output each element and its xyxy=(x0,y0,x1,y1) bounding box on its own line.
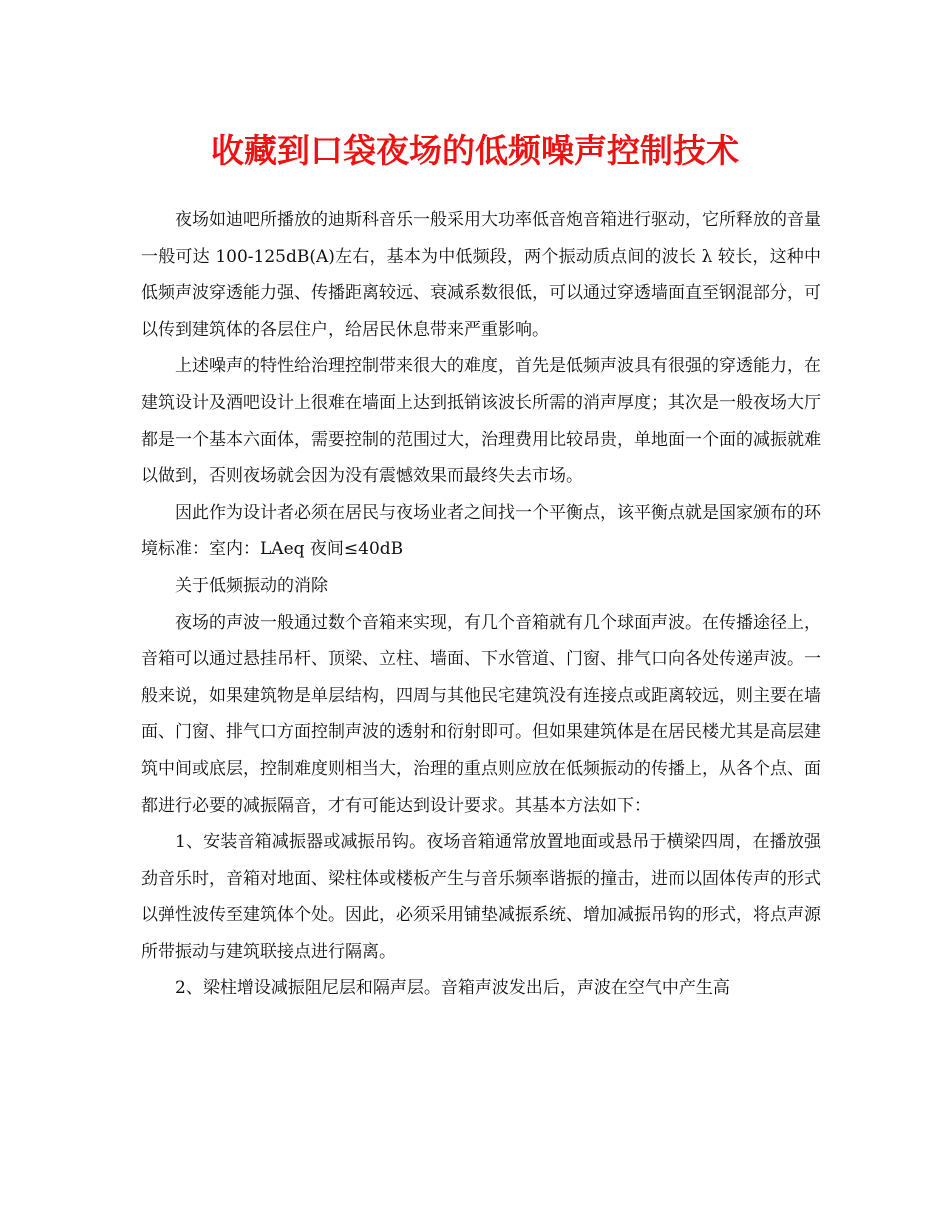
paragraph-method-1: 1、安装音箱减振器或减振吊钩。夜场音箱通常放置地面或悬吊于横梁四周，在播放强劲音乐时，音箱对地面、梁柱体或楼板产生与音乐频率谐振的撞击，进而以固体传声的形式以弹性波传至建筑体个处。因此，必须采用铺垫减振系统、增加减振吊钩的形式，将点声源所带振动与建筑联接点进行隔离。 xyxy=(141,832,821,962)
document-title: 收藏到口袋夜场的低频噪声控制技术 xyxy=(211,131,739,170)
paragraph-difficulty: 上述噪声的特性给治理控制带来很大的难度，首先是低频声波具有很强的穿透能力，在建筑设计及酒吧设计上很难在墙面上达到抵销该波长所需的消声厚度；其次是一般夜场大厅都是一个基本六面体，需要控制的范围过大，治理费用比较昂贵，单地面一个面的减振就难以做到，否则夜场就会因为没有震憾效果而最终失去市场。 xyxy=(141,356,821,487)
section-heading: 关于低频振动的消除 xyxy=(175,575,328,596)
paragraph-intro: 夜场如迪吧所播放的迪斯科音乐一般采用大功率低音炮音箱进行驱动，它所释放的音量一般可达 100-125dB(A)左右，基本为中低频段，两个振动质点间的波长 λ 较长，这种中低频声波穿透能力强、传播距离较远、衰减系数很低，可以通过穿透墙面直至钢混部分，可以传到建筑体的各层住户，给居民休息带来严重影响。 xyxy=(141,210,821,340)
paragraph-standard: 因此作为设计者必须在居民与夜场业者之间找一个平衡点，该平衡点就是国家颁布的环境标准：室内：LAeq 夜间≤40dB xyxy=(141,502,821,560)
document-body xyxy=(141,202,821,1007)
paragraph-method-2: 2、梁柱增设减振阻尼层和隔声层。音箱声波发出后，声波在空气中产生高 xyxy=(175,978,730,999)
paragraph-propagation: 夜场的声波一般通过数个音箱来实现，有几个音箱就有几个球面声波。在传播途径上，音箱可以通过悬挂吊杆、顶梁、立柱、墙面、下水管道、门窗、排气口向各处传递声波。一般来说，如果建筑物是单层结构，四周与其他民宅建筑没有连接点或距离较远，则主要在墙面、门窗、排气口方面控制声波的透射和衍射即可。但如果建筑体是在居民楼尤其是高层建筑中间或底层，控制难度则相当大，治理的重点则应放在低频振动的传播上，从各个点、面都进行必要的减振隔音，才有可能达到设计要求。其基本方法如下： xyxy=(141,612,821,816)
